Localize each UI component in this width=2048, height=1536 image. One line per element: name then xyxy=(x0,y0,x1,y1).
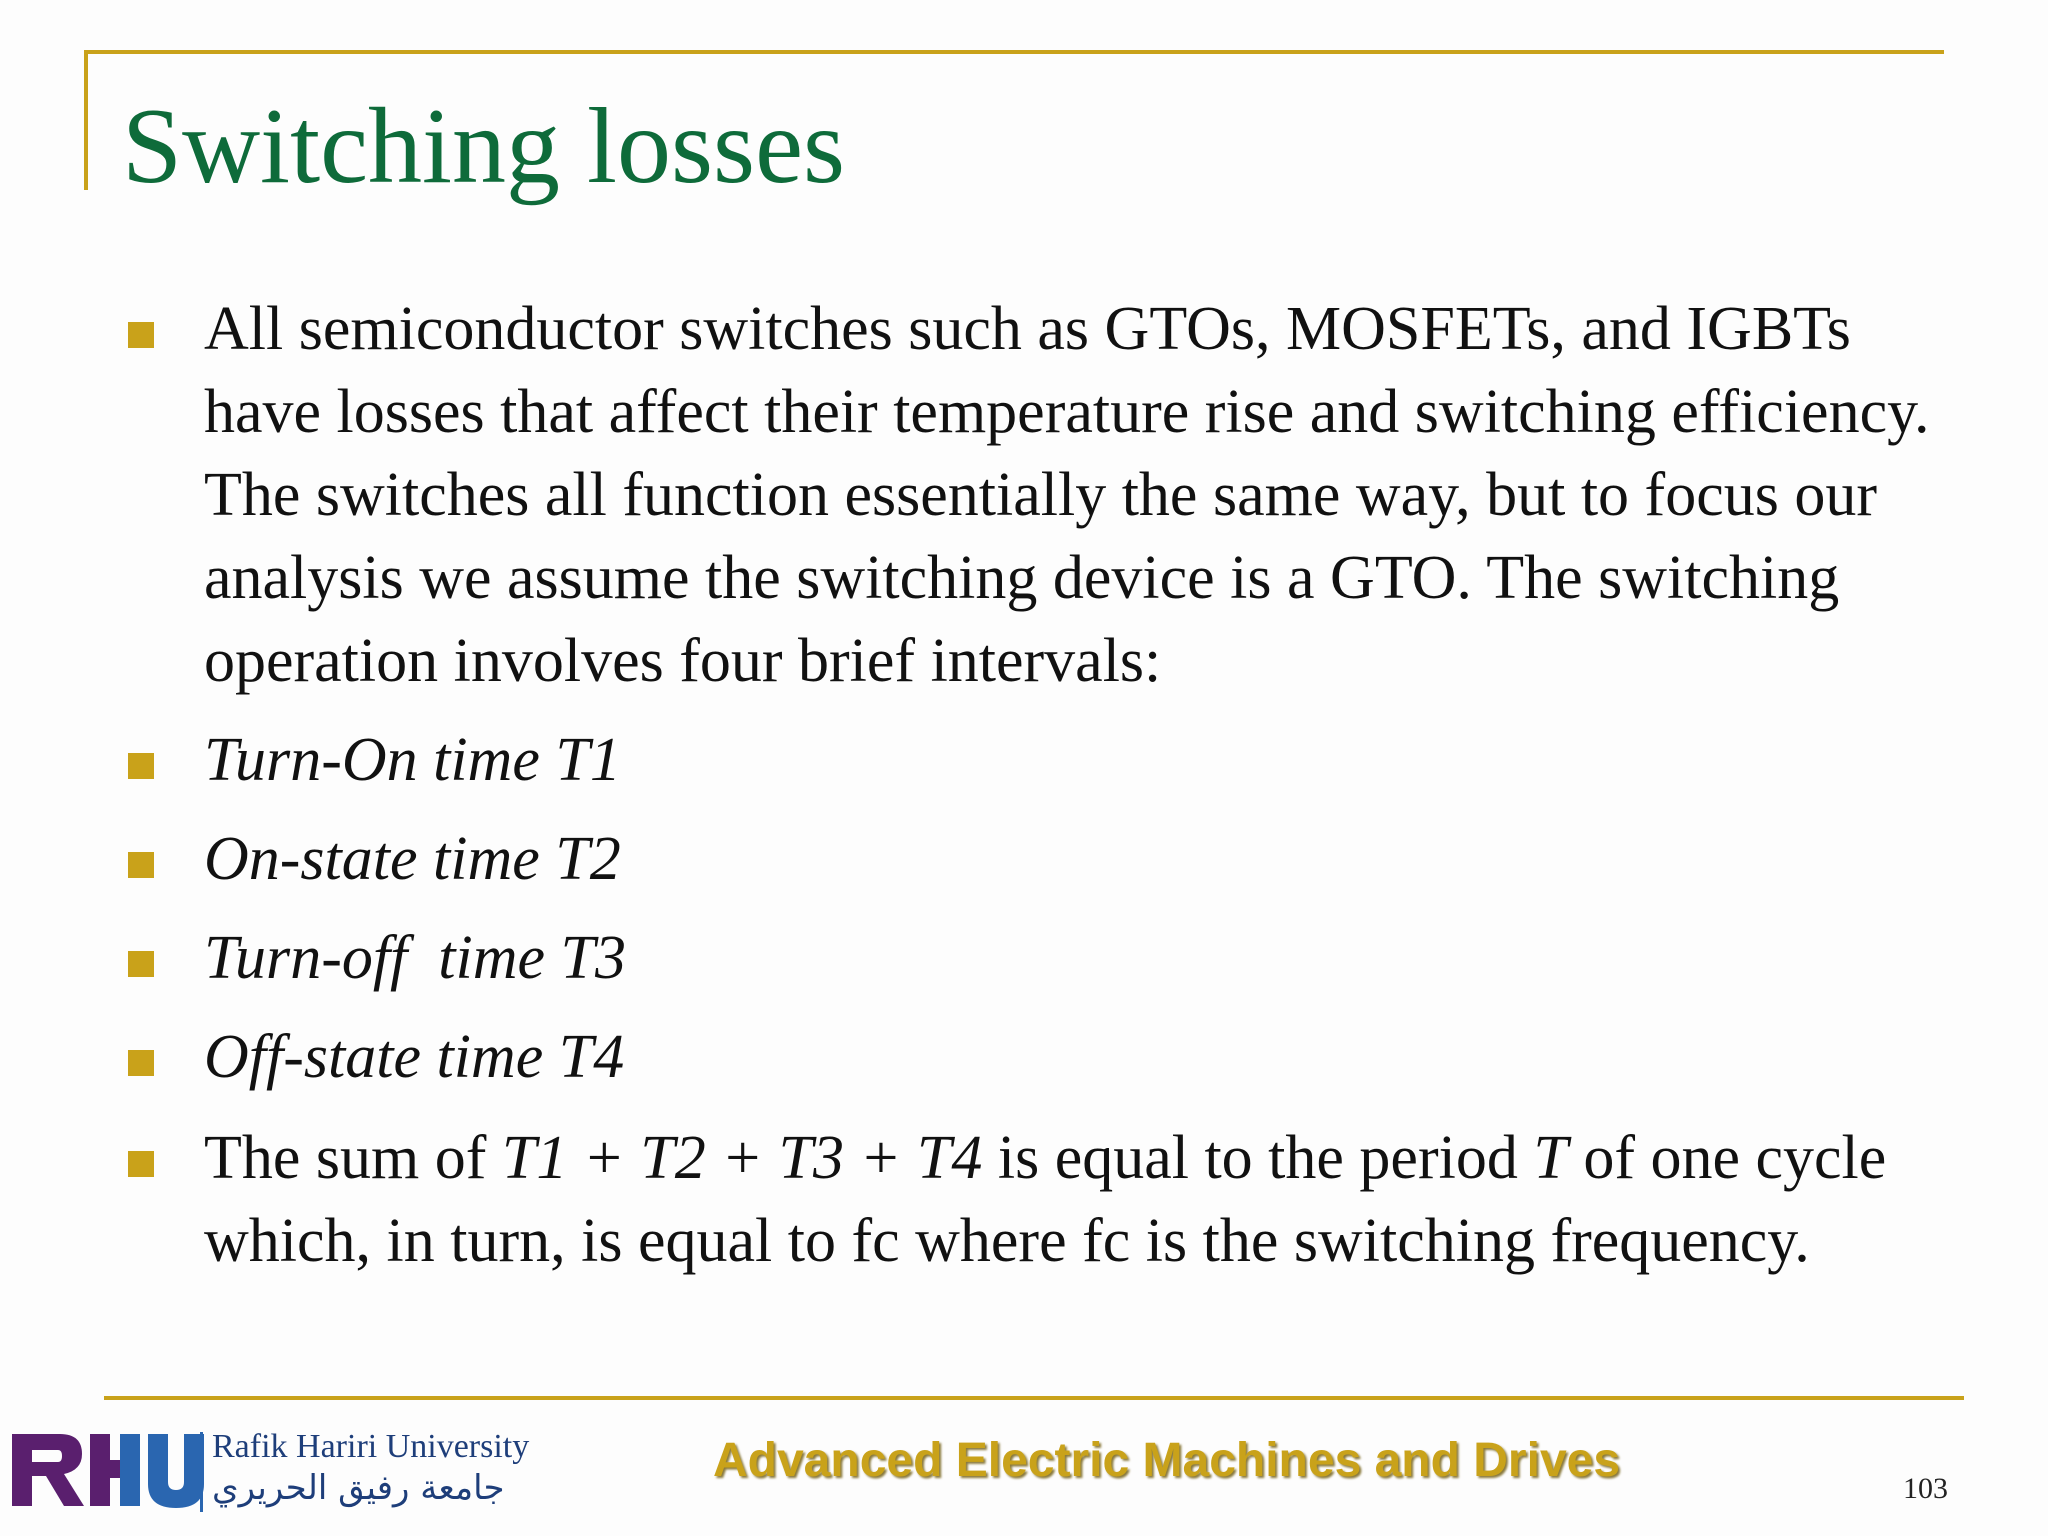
square-bullet-icon xyxy=(128,1050,154,1076)
bullet-on-state-time xyxy=(120,818,1980,901)
bullet-period-symbol: T xyxy=(1533,1124,1568,1192)
footer-rule xyxy=(104,1396,1964,1400)
square-bullet-icon xyxy=(128,1151,154,1177)
bullet-period-sum-suffix: of one cycle which, in turn, is equal to fc where fc is the switching frequency. xyxy=(204,1124,1887,1275)
logo-divider xyxy=(200,1432,203,1512)
square-bullet-icon xyxy=(128,951,154,977)
bullet-turn-off-time-text: Turn-off time T3 xyxy=(204,924,627,992)
bullet-off-state-time-text: Off-state time T4 xyxy=(204,1023,625,1091)
bullet-list xyxy=(120,288,1980,1283)
bullet-on-state-time-text: On-state time T2 xyxy=(204,825,621,893)
bullet-intro xyxy=(120,288,1980,703)
bullet-turn-on-time-text: Turn-On time T1 xyxy=(204,726,621,794)
bullet-period-sum-prefix: The sum of xyxy=(204,1124,502,1192)
logo-text-english: Rafik Hariri University xyxy=(212,1428,530,1465)
bullet-period-sum-formula: T1 + T2 + T3 + T4 xyxy=(501,1124,983,1192)
logo-text-arabic: جامعة رفيق الحريري xyxy=(212,1468,505,1508)
square-bullet-icon xyxy=(128,852,154,878)
bullet-turn-on-time xyxy=(120,719,1980,802)
university-logo xyxy=(8,1424,568,1520)
bullet-turn-off-time xyxy=(120,917,1980,1000)
bullet-period-sum xyxy=(120,1117,1980,1283)
page-number: 103 xyxy=(1903,1472,1948,1505)
bullet-off-state-time xyxy=(120,1016,1980,1099)
bullet-intro-text: All semiconductor switches such as GTOs, MOSFETs, and IGBTs have losses that affect their temperature rise and switching efficiency. The switches all function essentially the same way, but to focus our analysis we assume the switching device is a GTO. The switching operation involves four brief intervals: xyxy=(204,295,1930,695)
slide-title: Switching losses xyxy=(122,87,846,206)
course-title: Advanced Electric Machines and Drives xyxy=(713,1434,1621,1487)
square-bullet-icon xyxy=(128,322,154,348)
bullet-period-sum-mid: is equal to the period xyxy=(982,1124,1534,1192)
title-frame-top-rule xyxy=(84,50,1944,54)
rhu-logo-icon xyxy=(8,1430,208,1510)
title-frame-left-rule xyxy=(84,50,88,190)
square-bullet-icon xyxy=(128,753,154,779)
